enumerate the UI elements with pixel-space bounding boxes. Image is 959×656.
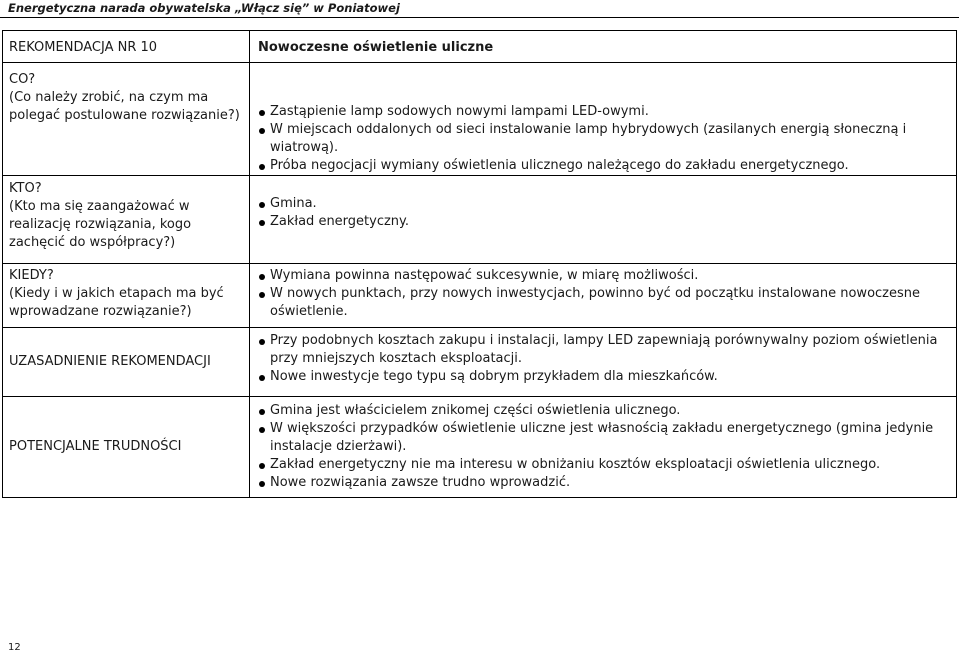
kiedy-list	[250, 264, 956, 321]
cell-co-label	[3, 63, 250, 176]
recommendation-table	[2, 30, 957, 498]
list-item: Nowe inwestycje tego typu są dobrym przykładem dla mieszkańców.	[258, 368, 950, 386]
bullet-icon	[259, 409, 265, 415]
uzasadnienie-heading: UZASADNIENIE REKOMENDACJI	[9, 354, 211, 369]
kto-list	[250, 176, 956, 231]
co-description: (Co należy zrobić, na czym ma polegać postulowane rozwiązanie?)	[9, 90, 240, 123]
bullet-icon	[259, 339, 265, 345]
bullet-icon	[259, 202, 265, 208]
cell-kto-content	[250, 176, 957, 264]
table-row-kiedy	[3, 264, 957, 328]
list-item: Próba negocjacji wymiany oświetlenia ulicznego należącego do zakładu energetycznego.	[258, 157, 950, 175]
kiedy-label: KIEDY?	[9, 268, 54, 283]
cell-kiedy-content	[250, 264, 957, 328]
co-label: CO?	[9, 72, 36, 87]
bullet-icon	[259, 292, 265, 298]
cell-uzasadnienie-content	[250, 328, 957, 397]
kiedy-question	[3, 264, 249, 321]
cell-kiedy-label	[3, 264, 250, 328]
table-row-uzasadnienie	[3, 328, 957, 397]
page-number: 12	[8, 642, 21, 653]
list-item: W większości przypadków oświetlenie uliczne jest własnością zakładu energetycznego (gmina jedynie instalacje dzierżawi).	[258, 420, 950, 456]
table-row-trudnosci	[3, 397, 957, 498]
co-list	[250, 63, 956, 175]
list-item: Zastąpienie lamp sodowych nowymi lampami LED-owymi.	[258, 103, 950, 121]
cell-recommendation-number	[3, 31, 250, 63]
cell-co-content	[250, 63, 957, 176]
recommendation-number: REKOMENDACJA NR 10	[9, 40, 158, 55]
uzasadnienie-list	[250, 328, 956, 386]
list-item: Zakład energetyczny nie ma interesu w obniżaniu kosztów eksploatacji oświetlenia ulicznego.	[258, 456, 950, 474]
bullet-icon	[259, 375, 265, 381]
table-row-kto	[3, 176, 957, 264]
list-item: W nowych punktach, przy nowych inwestycjach, powinno być od początku instalowane nowoczesne oświetlenie.	[258, 285, 950, 321]
cell-uzasadnienie-label	[3, 328, 250, 397]
bullet-icon	[259, 274, 265, 280]
co-question	[3, 63, 249, 125]
bullet-icon	[259, 110, 265, 116]
bullet-icon	[259, 128, 265, 134]
kto-question	[3, 176, 249, 252]
bullet-icon	[259, 463, 265, 469]
list-item: Wymiana powinna następować sukcesywnie, w miarę możliwości.	[258, 267, 950, 285]
cell-trudnosci-content	[250, 397, 957, 498]
list-item: W miejscach oddalonych od sieci instalowanie lamp hybrydowych (zasilanych energią słoneczną i wiatrową).	[258, 121, 950, 157]
document-header-title: Energetyczna narada obywatelska „Włącz się” w Poniatowej	[8, 1, 400, 15]
cell-kto-label	[3, 176, 250, 264]
kto-description: (Kto ma się zaangażować w realizację rozwiązania, kogo zachęcić do współpracy?)	[9, 199, 192, 250]
bullet-icon	[259, 481, 265, 487]
trudnosci-heading: POTENCJALNE TRUDNOŚCI	[9, 439, 182, 454]
list-item: Gmina.	[258, 195, 950, 213]
trudnosci-list	[250, 397, 956, 492]
cell-recommendation-title	[250, 31, 957, 63]
table-row-co	[3, 63, 957, 176]
kto-label: KTO?	[9, 181, 42, 196]
cell-trudnosci-label	[3, 397, 250, 498]
list-item: Zakład energetyczny.	[258, 213, 950, 231]
table-row-title	[3, 31, 957, 63]
list-item: Gmina jest właścicielem znikomej części oświetlenia ulicznego.	[258, 402, 950, 420]
kiedy-description: (Kiedy i w jakich etapach ma być wprowadzane rozwiązanie?)	[9, 286, 224, 319]
header-divider	[0, 17, 959, 18]
bullet-icon	[259, 427, 265, 433]
list-item: Przy podobnych kosztach zakupu i instalacji, lampy LED zapewniają porównywalny poziom oświetlenia przy mniejszych kosztach eksploatacji.	[258, 332, 950, 368]
bullet-icon	[259, 164, 265, 170]
list-item: Nowe rozwiązania zawsze trudno wprowadzić.	[258, 474, 950, 492]
recommendation-title: Nowoczesne oświetlenie uliczne	[258, 40, 494, 55]
bullet-icon	[259, 220, 265, 226]
